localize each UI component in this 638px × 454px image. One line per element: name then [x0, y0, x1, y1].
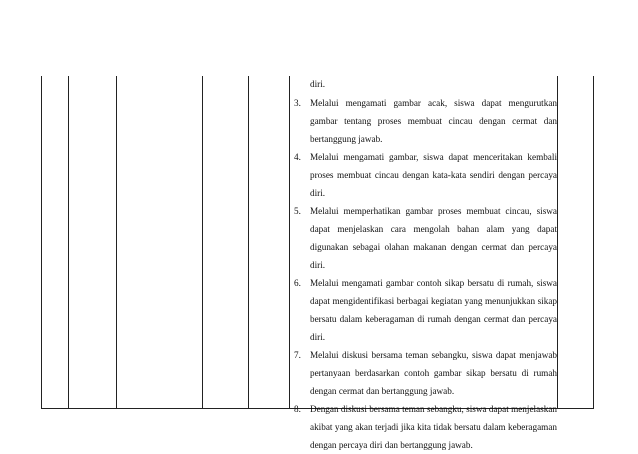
- item-number: 7.: [294, 350, 301, 360]
- list-item: [289, 274, 557, 346]
- item-text: Melalui mengamati gambar, siswa dapat menceritakan kembali proses membuat cincau dengan kata-kata sendiri dengan percaya diri.: [310, 152, 557, 198]
- item-text: Melalui memperhatikan gambar proses membuat cincau, siswa dapat menjelaskan cara mengolah bahan alam yang dapat digunakan sebagai olahan makanan dengan cermat dan percaya diri.: [310, 206, 557, 270]
- item-number: 3.: [294, 98, 301, 108]
- item-text: Melalui diskusi bersama teman sebangku, siswa dapat menjawab pertanyaan berdasarkan contoh gambar sikap bersatu di rumah dengan cermat dan bertanggung jawab.: [310, 350, 557, 396]
- column-divider: [68, 76, 69, 408]
- item-number: 8.: [294, 404, 301, 414]
- item-text: Dengan diskusi bersama teman sebangku, siswa dapat menjelaskan akibat yang akan terjadi jika kita tidak bersatu dalam keberagaman dengan percaya diri dan bertanggung jawab.: [310, 404, 557, 450]
- list-item: [289, 202, 557, 274]
- continued-text: diri.: [310, 79, 326, 89]
- list-item: [289, 94, 557, 148]
- column-divider: [116, 76, 117, 408]
- lesson-plan-table: [41, 76, 594, 450]
- item-text: Melalui mengamati gambar acak, siswa dapat mengurutkan gambar tentang proses membuat cincau dengan cermat dan bertanggung jawab.: [310, 98, 557, 144]
- list-item: [289, 148, 557, 202]
- list-item: [289, 400, 557, 454]
- objectives-list: [289, 94, 557, 454]
- item-number: 4.: [294, 152, 301, 162]
- item-number: 5.: [294, 206, 301, 216]
- column-divider: [202, 76, 203, 408]
- column-divider: [248, 76, 249, 408]
- objectives-cell: [289, 76, 557, 454]
- list-item: [289, 346, 557, 400]
- item-number: 6.: [294, 278, 301, 288]
- column-divider: [557, 76, 558, 408]
- item-text: Melalui mengamati gambar contoh sikap bersatu di rumah, siswa dapat mengidentifikasi berbagai kegiatan yang menunjukkan sikap bersatu dalam keberagaman di rumah dengan cermat dan percaya diri.: [310, 278, 557, 342]
